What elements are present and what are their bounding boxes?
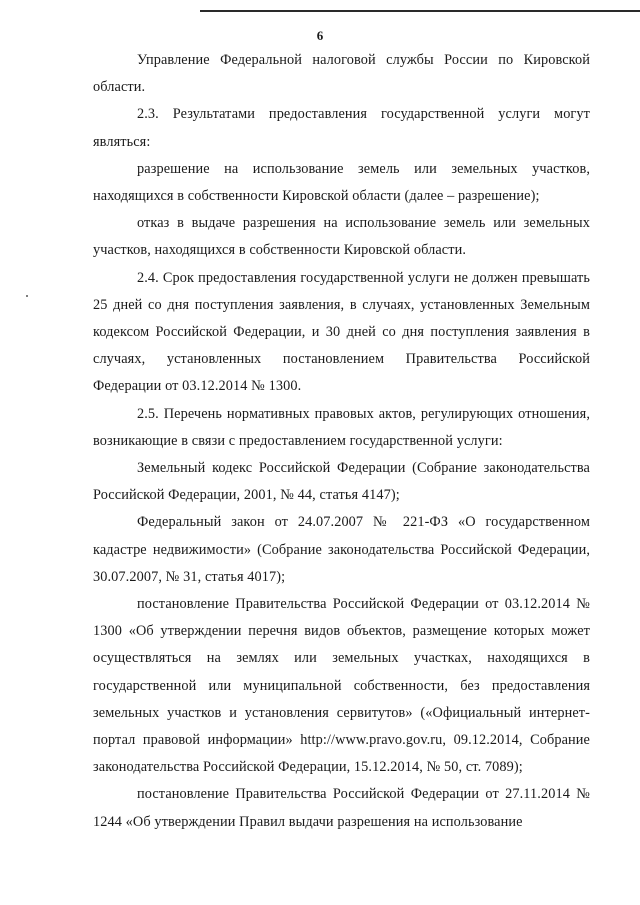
paragraph-land-code: Земельный кодекс Российской Федерации (Собрание законодательства Российской Федерации, 2001, № 44, статья 4147); — [93, 460, 590, 504]
paragraph-result-permission: разрешение на использование земель или земельных участков, находящихся в собственности Кировской области (далее – разрешение); — [93, 160, 590, 205]
paragraph-resolution-1300: постановление Правительства Российской Федерации от 03.12.2014 № 1300 «Об утверждении перечня видов объектов, размещение которых может осуществляться на землях или земельных участках, находящихся в государственной или муниципальной собственности, без предоставления земельных участков и установления сервитутов» («Официальный интернет-портал правовой информации» http://www.pravo.gov.ru, 09.12.2014, Собрание законодательства Российской Федерации, 15.12.2014, № 50, ст. 7089); — [93, 596, 590, 776]
paragraph-authority-name: Управление Федеральной налоговой службы России по Кировской области. — [93, 52, 590, 96]
paragraph-2-4-deadline: 2.4. Срок предоставления государственной услуги не должен превышать 25 дней со дня поступления заявления, в случаях, установленных Земельным кодексом Российской Федерации, и 30 дней со дня поступления заявления в случаях, установленных постановлением Правительства Российской Федерации от 03.12.2014 № 1300. — [93, 269, 590, 395]
paragraph-federal-law-221: Федеральный закон от 24.07.2007 № 221-ФЗ «О государственном кадастре недвижимости» (Собрание законодательства Российской Федерации, 30.07.2007, № 31, статья 4017); — [93, 514, 590, 585]
paragraph-2-3-results: 2.3. Результатами предоставления государственной услуги могут являться: — [93, 106, 590, 150]
scan-edge-line — [200, 10, 640, 12]
scan-speck — [26, 295, 28, 297]
paragraph-2-5-legal-acts: 2.5. Перечень нормативных правовых актов, регулирующих отношения, возникающие в связи с предоставлением государственной услуги: — [93, 405, 590, 449]
paragraph-resolution-1244: постановление Правительства Российской Федерации от 27.11.2014 № 1244 «Об утверждении Правил выдачи разрешения на использование — [93, 786, 590, 830]
document-body — [93, 47, 590, 836]
page-number: 6 — [316, 28, 324, 43]
paragraph-result-refusal: отказ в выдаче разрешения на использование земель или земельных участков, находящихся в собственности Кировской области. — [93, 215, 590, 259]
